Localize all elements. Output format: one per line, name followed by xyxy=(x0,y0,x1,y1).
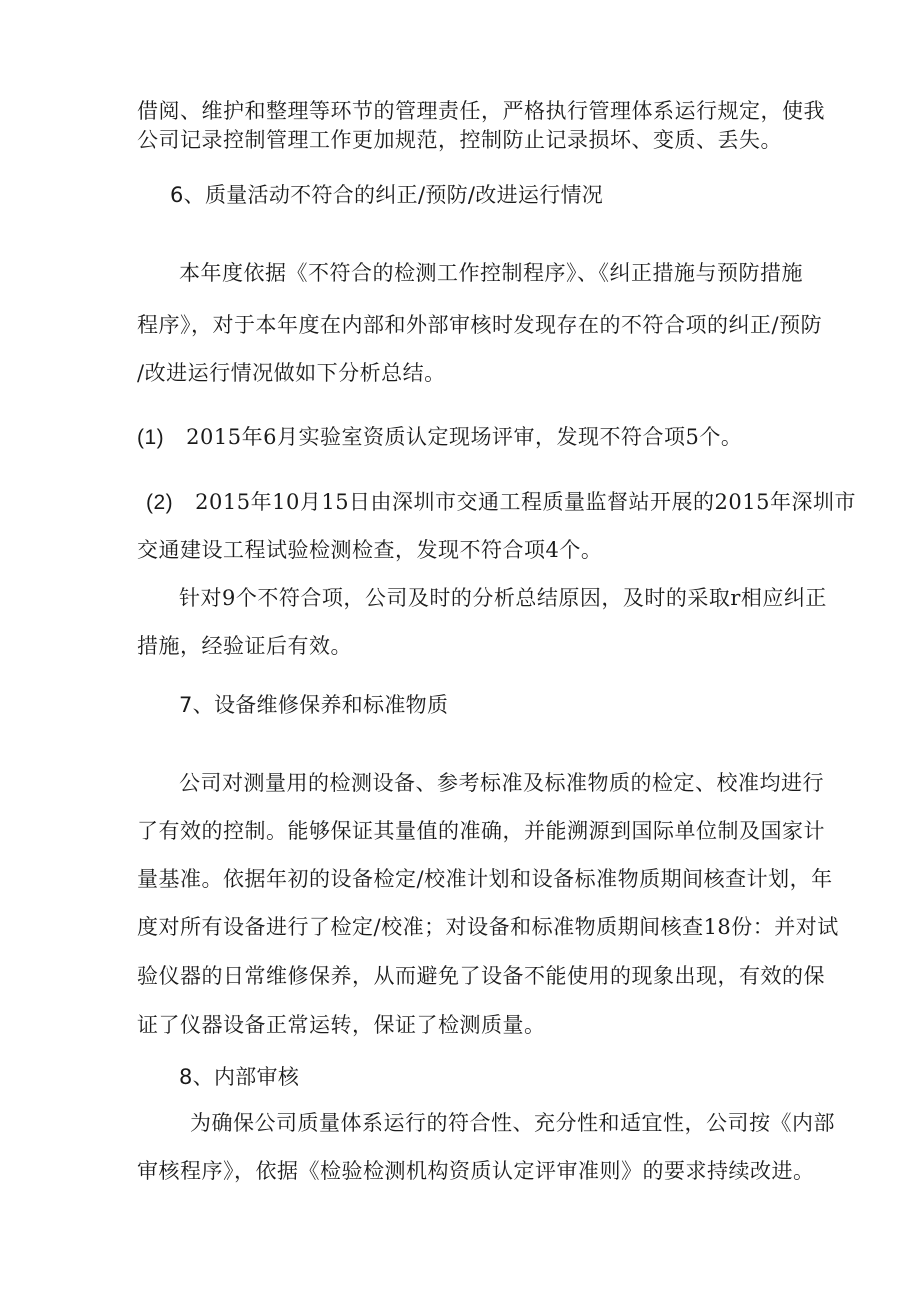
paragraph-line: 证了仪器设备正常运转，保证了检测质量。 xyxy=(137,1013,546,1037)
paragraph-line: 审核程序》，依据《检验检测机构资质认定评审准则》的要求持续改进。 xyxy=(137,1159,815,1183)
list-item-label: (1) xyxy=(137,426,165,449)
list-item-text: 2015年6月实验室资质认定现场评审，发现不符合项5个。 xyxy=(186,425,743,449)
paragraph-line: 公司记录控制管理工作更加规范，控制防止记录损坏、变质、丢失。 xyxy=(137,128,782,152)
list-item-2-continuation: 交通建设工程试验检测检查，发现不符合项4个。 xyxy=(137,538,603,562)
paragraph-line: /改进运行情况做如下分析总结。 xyxy=(137,361,446,385)
paragraph-line: 公司对测量用的检测设备、参考标准及标准物质的检定、校准均进行 xyxy=(179,771,824,795)
section-heading-6: 6、质量活动不符合的纠正/预防/改进运行情况 xyxy=(170,183,604,207)
paragraph-line: 验仪器的日常维修保养，从而避免了设备不能使用的现象出现，有效的保 xyxy=(137,964,825,988)
paragraph-line: 度对所有设备进行了检定/校准；对设备和标准物质期间核查18份：并对试 xyxy=(137,915,839,939)
list-item-text: 2015年10月15日由深圳市交通工程质量监督站开展的2015年深圳市 xyxy=(195,490,856,514)
section-heading-7: 7、设备维修保养和标准物质 xyxy=(179,693,449,717)
paragraph-line: 借阅、维护和整理等环节的管理责任，严格执行管理体系运行规定，使我 xyxy=(137,99,825,123)
list-item-2 xyxy=(146,487,856,518)
paragraph-line: 针对9个不符合项，公司及时的分析总结原因，及时的采取r相应纠正 xyxy=(179,586,827,610)
paragraph-line: 程序》，对于本年度在内部和外部审核时发现存在的不符合项的纠正/预防 xyxy=(137,313,823,337)
paragraph-line: 本年度依据《不符合的检测工作控制程序》、《纠正措施与预防措施 xyxy=(179,261,803,285)
list-item-label: (2) xyxy=(146,491,174,514)
section-heading-8: 8、内部审核 xyxy=(179,1065,300,1089)
paragraph-line: 为确保公司质量体系运行的符合性、充分性和适宜性，公司按《内部 xyxy=(190,1111,835,1135)
paragraph-line: 了有效的控制。能够保证其量值的准确，并能溯源到国际单位制及国家计 xyxy=(137,819,825,843)
paragraph-line: 措施，经验证后有效。 xyxy=(137,634,352,658)
paragraph-line: 量基准。依据年初的设备检定/校准计划和设备标准物质期间核查计划，年 xyxy=(137,867,833,891)
list-item-1 xyxy=(137,422,742,453)
